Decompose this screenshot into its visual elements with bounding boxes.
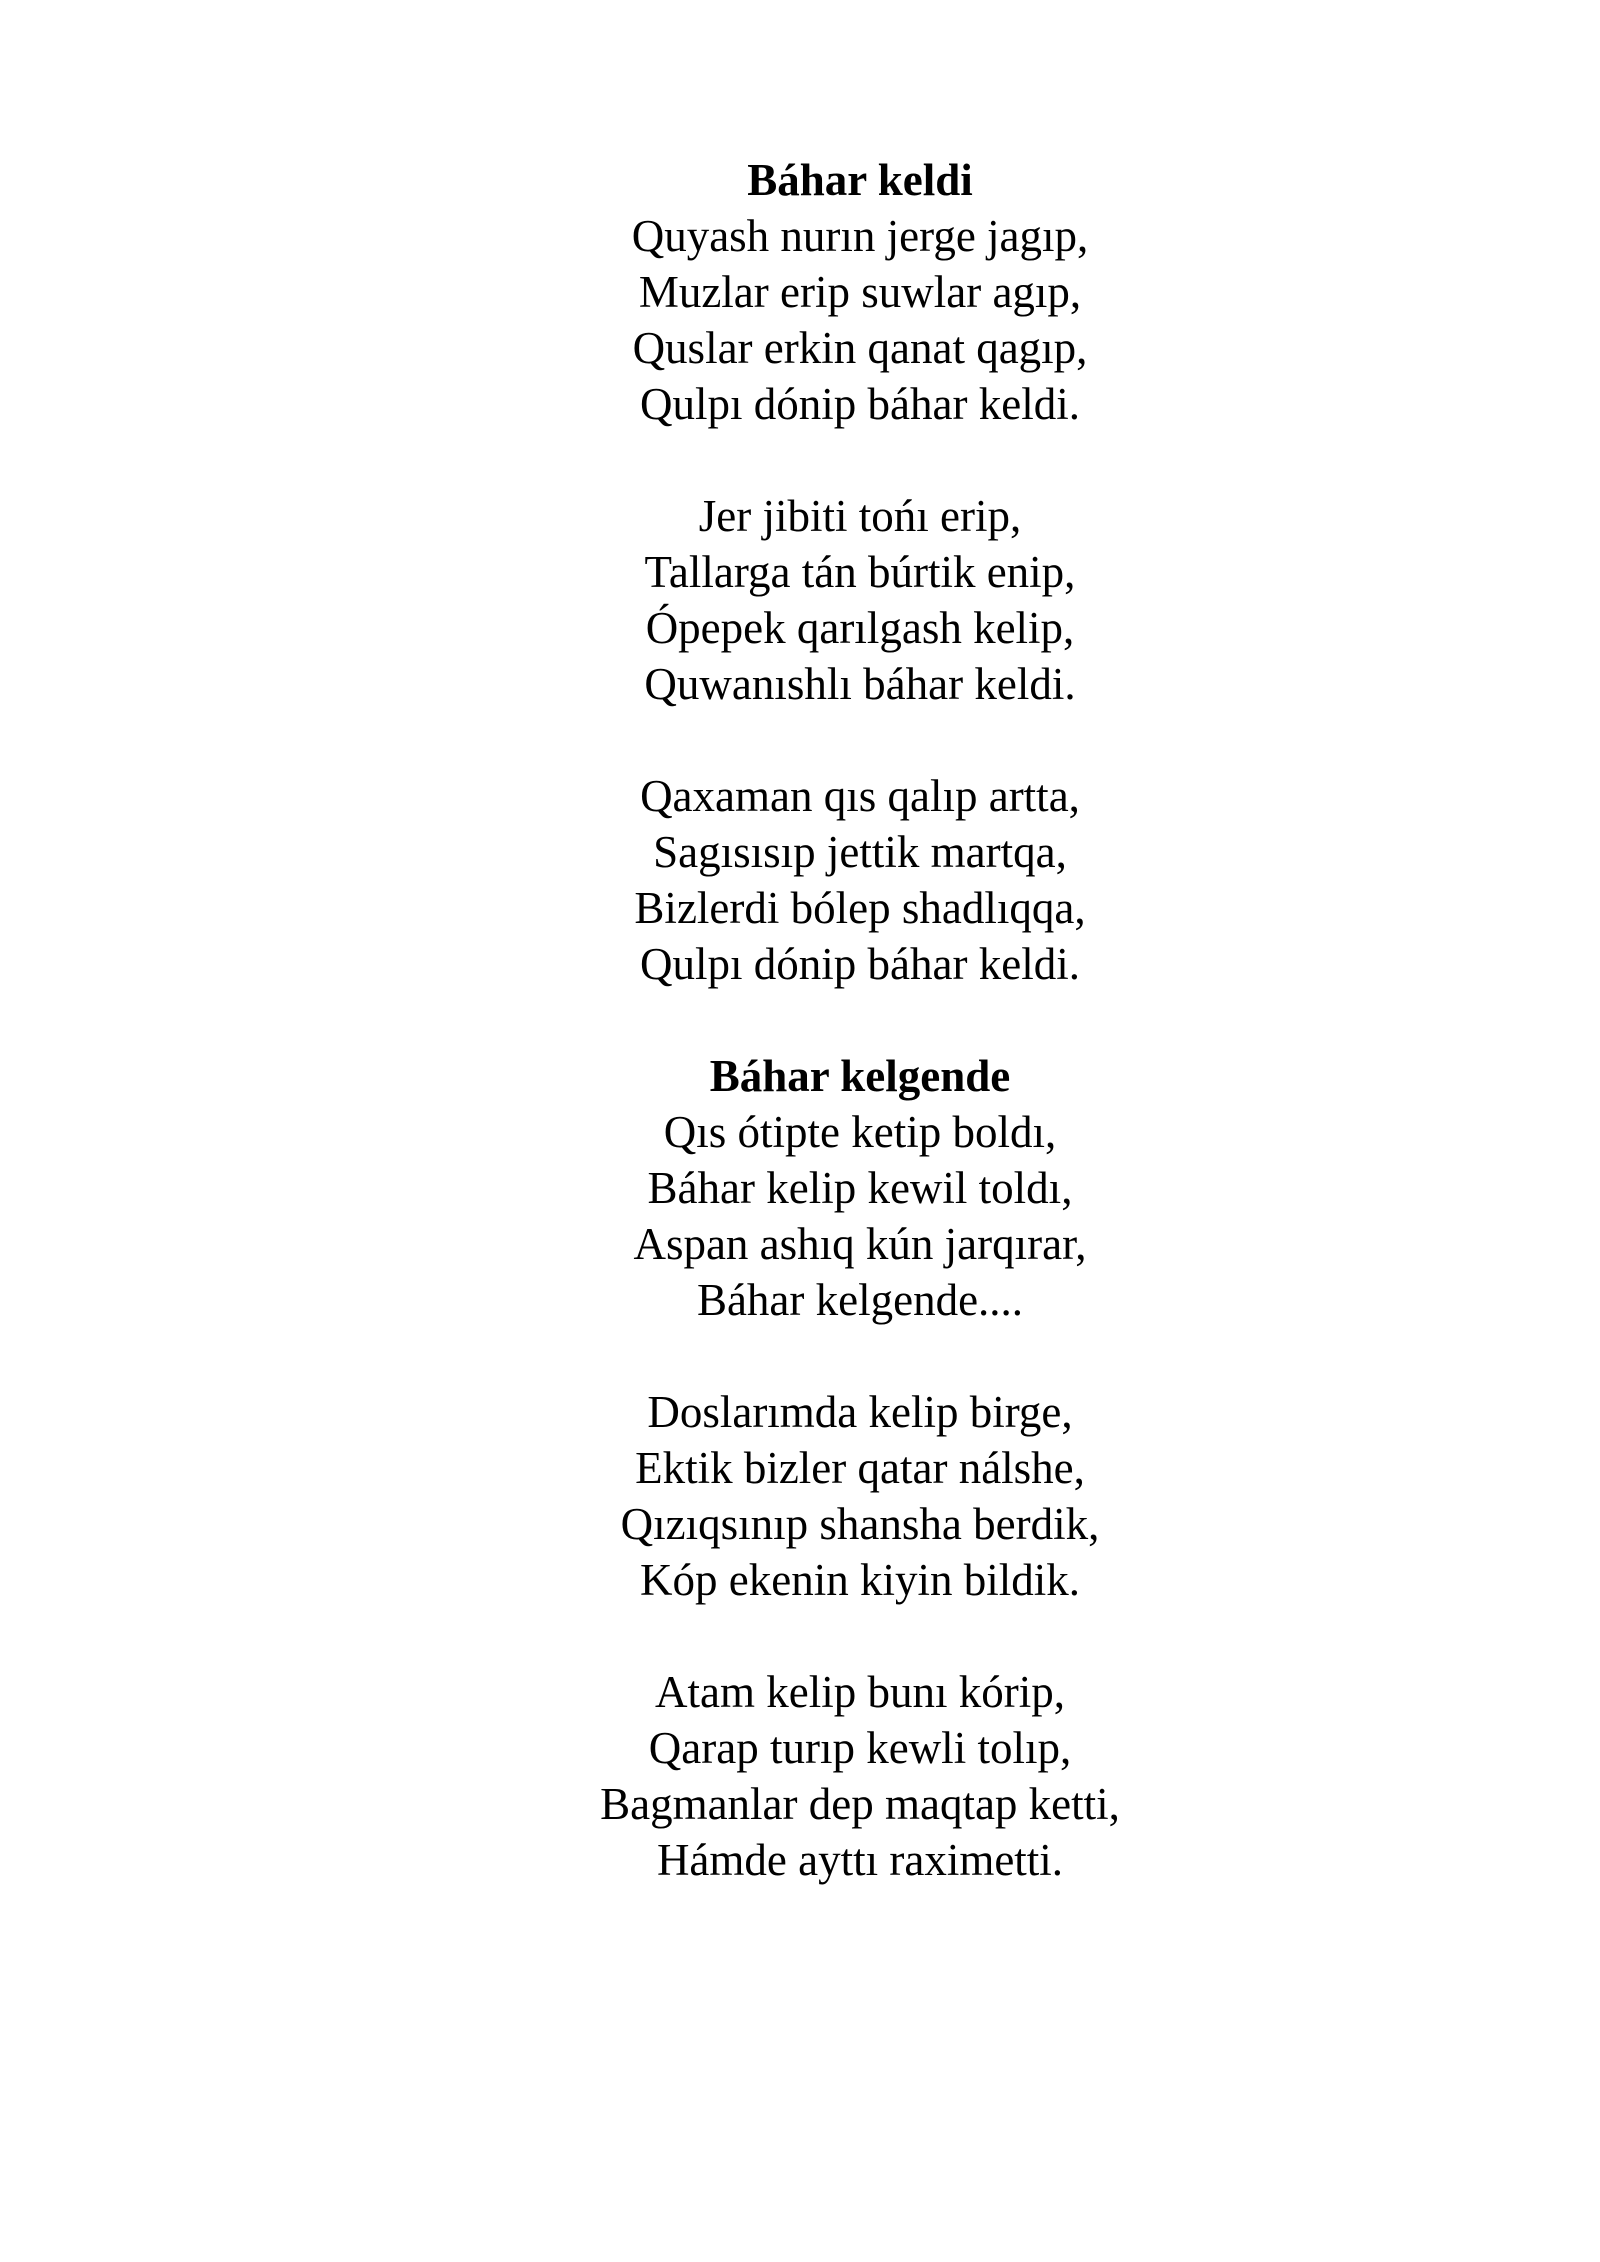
poem-column [560, 152, 1160, 1888]
stanza [560, 1664, 1160, 1888]
poem-line: Qaxaman qıs qalıp artta, [640, 771, 1080, 821]
poem-line: Muzlar erip suwlar agıp, [638, 267, 1082, 317]
poem-line: Qulpı dónip báhar keldi. [640, 939, 1080, 989]
poem-line: Kóp ekenin kiyin bildik. [640, 1555, 1080, 1605]
poem-title: Báhar keldi [747, 155, 973, 205]
poem-line: Quyash nurın jerge jagıp, [631, 211, 1089, 261]
stanza [560, 1104, 1160, 1328]
poem-title: Báhar kelgende [709, 1051, 1011, 1101]
poem-line: Qarap turıp kewli tolıp, [648, 1723, 1072, 1773]
poem-line: Atam kelip bunı kórip, [655, 1667, 1065, 1717]
poem-line: Sagısısıp jettik martqa, [653, 827, 1067, 877]
poem-line: Doslarımda kelip birge, [647, 1387, 1073, 1437]
poem-line: Báhar kelip kewil toldı, [647, 1163, 1073, 1213]
poem-line: Quslar erkin qanat qagıp, [632, 323, 1088, 373]
poem-line: Quwanıshlı báhar keldi. [644, 659, 1076, 709]
poem-line: Aspan ashıq kún jarqırar, [633, 1219, 1087, 1269]
poem-line: Qıs ótipte ketip boldı, [663, 1107, 1057, 1157]
poem-line: Báhar kelgende.... [696, 1275, 1024, 1325]
poem-line: Bagmanlar dep maqtap ketti, [600, 1779, 1120, 1829]
poem [560, 1048, 1160, 1888]
poem-line: Bizlerdi bólep shadlıqqa, [634, 883, 1086, 933]
poem-line: Qızıqsınıp shansha berdik, [620, 1499, 1100, 1549]
poem-line: Ópepek qarılgash kelip, [645, 603, 1075, 653]
stanza [560, 488, 1160, 712]
poem-line: Jer jibiti tońı erip, [698, 491, 1022, 541]
poem-line: Hámde ayttı raximetti. [656, 1835, 1064, 1885]
poem-line: Tallarga tán búrtik enip, [644, 547, 1076, 597]
stanza [560, 768, 1160, 992]
poem [560, 152, 1160, 992]
poem-line: Qulpı dónip báhar keldi. [640, 379, 1080, 429]
stanza [560, 1384, 1160, 1608]
poem-line: Ektik bizler qatar nálshe, [635, 1443, 1085, 1493]
stanza [560, 208, 1160, 432]
